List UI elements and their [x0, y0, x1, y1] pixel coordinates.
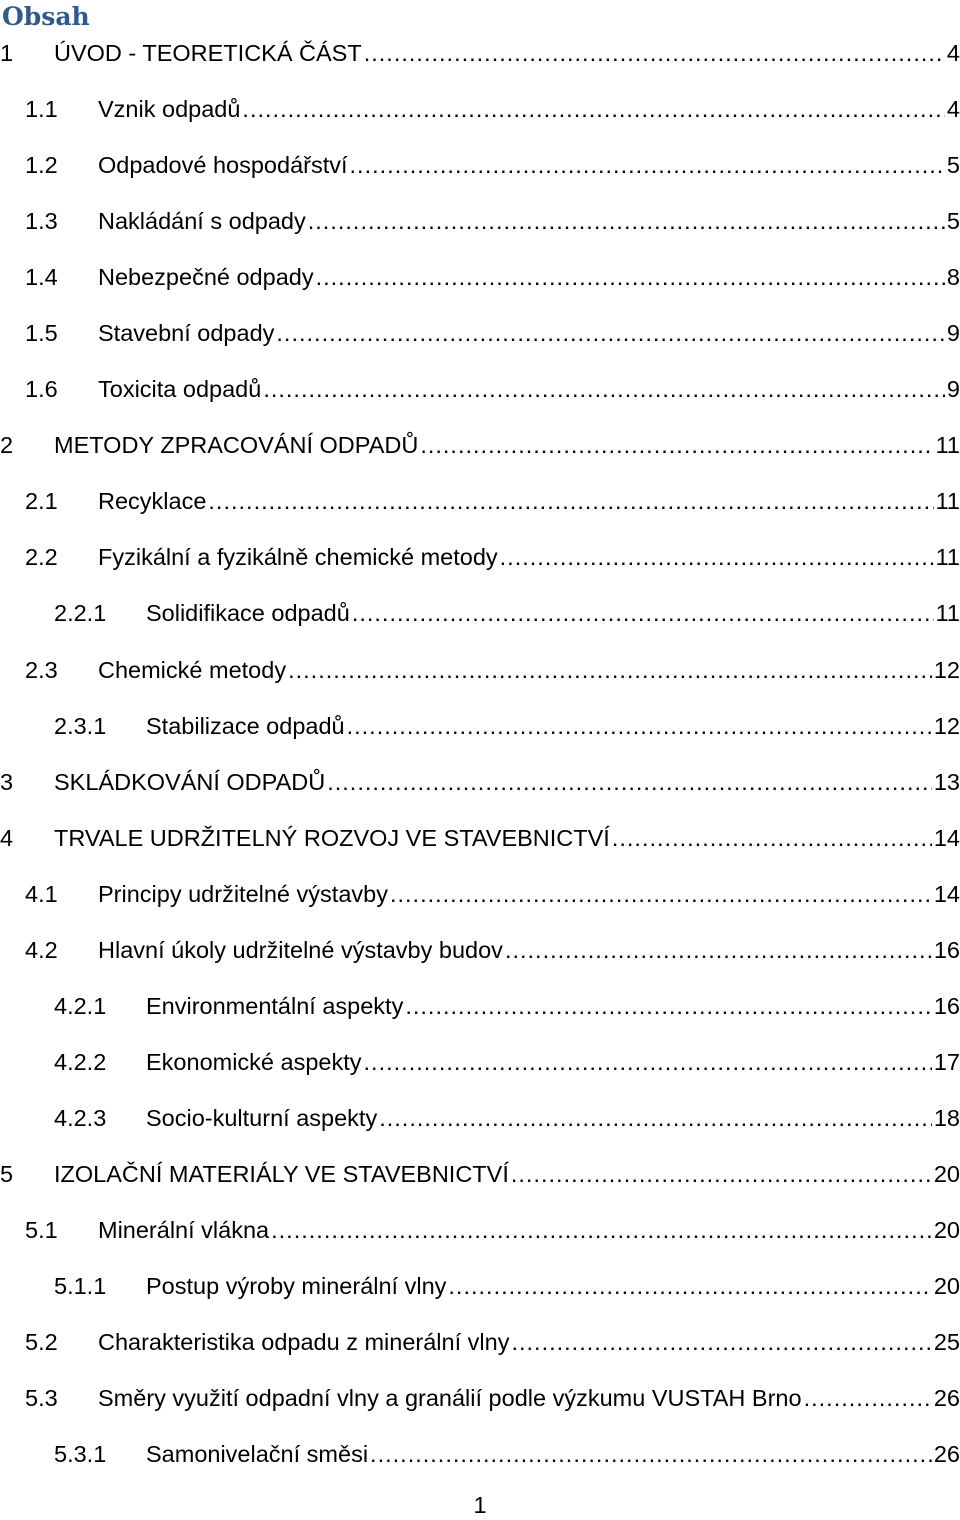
toc-entry[interactable] — [0, 867, 960, 923]
toc-entry-page: 18 — [933, 1104, 960, 1131]
toc-entry-title: IZOLAČNÍ MATERIÁLY VE STAVEBNICTVÍ — [54, 1160, 509, 1187]
toc-entry-number: 1.4 — [25, 264, 58, 291]
toc-entry-line[interactable] — [0, 823, 960, 853]
toc-entry[interactable] — [0, 1091, 960, 1147]
toc-dot-leader — [420, 430, 933, 460]
toc-dot-leader — [316, 262, 945, 292]
toc-dot-leader — [505, 935, 932, 965]
toc-entry-line[interactable] — [25, 318, 960, 348]
toc-entry-number: 3 — [0, 768, 14, 795]
toc-entry-title: Nakládání s odpady — [98, 208, 306, 235]
toc-entry-title: Solidifikace odpadů — [146, 600, 350, 627]
toc-entry-page: 16 — [933, 992, 960, 1019]
toc-entry[interactable] — [0, 1203, 960, 1259]
toc-dot-leader — [370, 1439, 932, 1469]
toc-entry[interactable] — [0, 26, 960, 82]
toc-entry-number: 5.1 — [25, 1216, 58, 1243]
toc-entry-line[interactable] — [25, 1215, 960, 1245]
toc-dot-leader — [347, 711, 932, 741]
toc-dot-leader — [327, 767, 932, 797]
toc-entry-page: 9 — [946, 320, 960, 347]
toc-entry-line[interactable] — [25, 486, 960, 516]
toc-entry-title: Nebezpečné odpady — [98, 264, 314, 291]
toc-entry-line[interactable] — [54, 1271, 960, 1301]
toc-entry-line[interactable] — [25, 206, 960, 236]
toc-entry-line[interactable] — [25, 935, 960, 965]
toc-dot-leader — [804, 1383, 932, 1413]
toc-entry-page: 17 — [933, 1048, 960, 1075]
toc-entry-page: 8 — [946, 264, 960, 291]
toc-entry-page: 14 — [933, 824, 960, 851]
toc-entry-title: Recyklace — [98, 488, 207, 515]
toc-entry-number: 5.1.1 — [54, 1273, 107, 1300]
toc-entry-page: 13 — [933, 768, 960, 795]
toc-entry-line[interactable] — [25, 94, 960, 124]
toc-entry-line[interactable] — [25, 879, 960, 909]
toc-entry-number: 5.3.1 — [54, 1441, 107, 1468]
toc-entry-page: 11 — [935, 488, 960, 515]
toc-entry-number: 4 — [0, 824, 14, 851]
toc-entry-title: Hlavní úkoly udržitelné výstavby budov — [98, 936, 503, 963]
toc-entry-title: Stabilizace odpadů — [146, 712, 345, 739]
toc-entry-page: 26 — [933, 1385, 960, 1412]
toc-entry-number: 4.1 — [25, 880, 58, 907]
toc-entry-number: 5.3 — [25, 1385, 58, 1412]
toc-entry-number: 1.5 — [25, 320, 58, 347]
toc-dot-leader — [364, 38, 945, 68]
toc-entry-title: Postup výroby minerální vlny — [146, 1273, 447, 1300]
toc-entry-title: Vznik odpadů — [98, 96, 241, 123]
toc-entry-line[interactable] — [54, 991, 960, 1021]
toc-dot-leader — [350, 150, 945, 180]
toc-dot-leader — [379, 1103, 932, 1133]
toc-entry-page: 20 — [933, 1273, 960, 1300]
toc-entry-number: 5.2 — [25, 1329, 58, 1356]
toc-entry-number: 1.2 — [25, 152, 58, 179]
toc-entry-line[interactable] — [54, 598, 960, 628]
toc-entry-number: 2 — [0, 432, 14, 459]
toc-entry-title: Ekonomické aspekty — [146, 1048, 362, 1075]
toc-entry[interactable] — [0, 530, 960, 586]
toc-entry-number: 1.1 — [25, 96, 58, 123]
toc-dot-leader — [364, 1047, 932, 1077]
toc-entry-line[interactable] — [25, 542, 960, 572]
toc-entry-number: 5 — [0, 1160, 14, 1187]
toc-entry-title: Samonivelační směsi — [146, 1441, 369, 1468]
toc-entry-title: ÚVOD - TEORETICKÁ ČÁST — [54, 40, 362, 66]
toc-entry-number: 1.6 — [25, 376, 58, 403]
toc-dot-leader — [500, 542, 934, 572]
toc-entry[interactable] — [0, 1371, 960, 1427]
toc-entry-page: 11 — [935, 544, 960, 571]
toc-entry-title: TRVALE UDRŽITELNÝ ROZVOJ VE STAVEBNICTVÍ — [54, 824, 610, 851]
toc-entry[interactable] — [0, 250, 960, 306]
toc-entry-title: METODY ZPRACOVÁNÍ ODPADŮ — [54, 432, 419, 459]
toc-entry-number: 1.3 — [25, 208, 58, 235]
toc-entry[interactable] — [0, 1147, 960, 1203]
toc-dot-leader — [308, 206, 945, 236]
toc-entry-page: 4 — [946, 40, 960, 66]
toc-entry-title: Minerální vlákna — [98, 1216, 270, 1243]
toc-entry[interactable] — [0, 138, 960, 194]
toc-dot-leader — [208, 486, 933, 516]
toc-entry-page: 11 — [935, 600, 960, 627]
toc-entry-page: 14 — [933, 880, 960, 907]
toc-entry-page: 25 — [933, 1329, 960, 1356]
toc-entry-page: 12 — [933, 712, 960, 739]
toc-entry-number: 2.1 — [25, 488, 58, 515]
toc-entry-page: 5 — [946, 208, 960, 235]
toc-entry-page: 5 — [946, 152, 960, 179]
toc-entry-title: Směry využití odpadní vlny a granálií podle výzkumu VUSTAH Brno — [98, 1385, 802, 1412]
toc-entry-number: 4.2 — [25, 936, 58, 963]
toc-entry-line[interactable] — [0, 1159, 960, 1189]
toc-entry-line[interactable] — [0, 767, 960, 797]
toc-dot-leader — [288, 655, 932, 685]
toc-entry-line[interactable] — [25, 262, 960, 292]
toc-dot-leader — [448, 1271, 931, 1301]
toc-entry-line[interactable] — [54, 1439, 960, 1469]
toc-entry[interactable] — [0, 923, 960, 979]
toc-entry[interactable] — [0, 362, 960, 418]
toc-entry-line[interactable] — [54, 1047, 960, 1077]
toc-entry-page: 26 — [933, 1441, 960, 1468]
toc-dot-leader — [390, 879, 932, 909]
toc-entry-line[interactable] — [25, 374, 960, 404]
toc-entry[interactable] — [0, 194, 960, 250]
toc-dot-leader — [511, 1159, 932, 1189]
toc-entry-line[interactable] — [0, 430, 960, 460]
page-number: 1 — [473, 1492, 487, 1518]
toc-entry-page: 16 — [933, 936, 960, 963]
toc-entry-line[interactable] — [25, 655, 960, 685]
toc-entry-title: Environmentální aspekty — [146, 992, 404, 1019]
table-of-contents — [0, 26, 960, 1483]
toc-entry-title: Odpadové hospodářství — [98, 152, 348, 179]
toc-entry-line[interactable] — [0, 38, 960, 68]
toc-dot-leader — [612, 823, 932, 853]
toc-entry-page: 20 — [933, 1160, 960, 1187]
toc-entry-number: 2.2 — [25, 544, 58, 571]
toc-dot-leader — [511, 1327, 931, 1357]
toc-entry[interactable] — [0, 474, 960, 530]
toc-dot-leader — [405, 991, 932, 1021]
toc-entry-title: Principy udržitelné výstavby — [98, 880, 388, 907]
toc-entry-number: 4.2.3 — [54, 1104, 107, 1131]
toc-entry[interactable] — [0, 306, 960, 362]
toc-entry-page: 12 — [933, 656, 960, 683]
toc-dot-leader — [352, 598, 934, 628]
toc-entry-line[interactable] — [25, 1327, 960, 1357]
toc-entry-title: Socio-kulturní aspekty — [146, 1104, 378, 1131]
toc-entry-number: 2.3.1 — [54, 712, 107, 739]
toc-entry[interactable] — [0, 643, 960, 699]
toc-entry-title: Stavební odpady — [98, 320, 275, 347]
toc-entry[interactable] — [0, 1259, 960, 1315]
toc-entry-line[interactable] — [54, 711, 960, 741]
toc-dot-leader — [276, 318, 945, 348]
toc-entry-title: Fyzikální a fyzikálně chemické metody — [98, 544, 498, 571]
toc-entry-page: 4 — [946, 96, 960, 123]
toc-entry[interactable] — [0, 1427, 960, 1483]
toc-entry[interactable] — [0, 979, 960, 1035]
toc-entry-page: 20 — [933, 1216, 960, 1243]
toc-entry-page: 9 — [946, 376, 960, 403]
toc-dot-leader — [271, 1215, 932, 1245]
page-title: Obsah — [2, 2, 90, 31]
toc-entry-title: Toxicita odpadů — [98, 376, 262, 403]
toc-dot-leader — [242, 94, 945, 124]
toc-entry[interactable] — [0, 418, 960, 474]
toc-entry-number: 2.2.1 — [54, 600, 107, 627]
toc-dot-leader — [263, 374, 945, 404]
toc-entry-number: 1 — [0, 40, 14, 66]
toc-entry-line[interactable] — [25, 1383, 960, 1413]
toc-entry-line[interactable] — [25, 150, 960, 180]
toc-entry[interactable] — [0, 811, 960, 867]
toc-entry-number: 4.2.1 — [54, 992, 107, 1019]
toc-entry-title: Chemické metody — [98, 656, 287, 683]
toc-entry[interactable] — [0, 1035, 960, 1091]
toc-entry[interactable] — [0, 755, 960, 811]
toc-entry[interactable] — [0, 586, 960, 642]
toc-entry[interactable] — [0, 699, 960, 755]
toc-entry-title: Charakteristika odpadu z minerální vlny — [98, 1329, 510, 1356]
toc-entry-page: 11 — [935, 432, 960, 459]
toc-entry-title: SKLÁDKOVÁNÍ ODPADŮ — [54, 768, 326, 795]
toc-entry[interactable] — [0, 1315, 960, 1371]
toc-entry-number: 2.3 — [25, 656, 58, 683]
toc-entry-line[interactable] — [54, 1103, 960, 1133]
toc-entry-number: 4.2.2 — [54, 1048, 107, 1075]
toc-entry[interactable] — [0, 82, 960, 138]
